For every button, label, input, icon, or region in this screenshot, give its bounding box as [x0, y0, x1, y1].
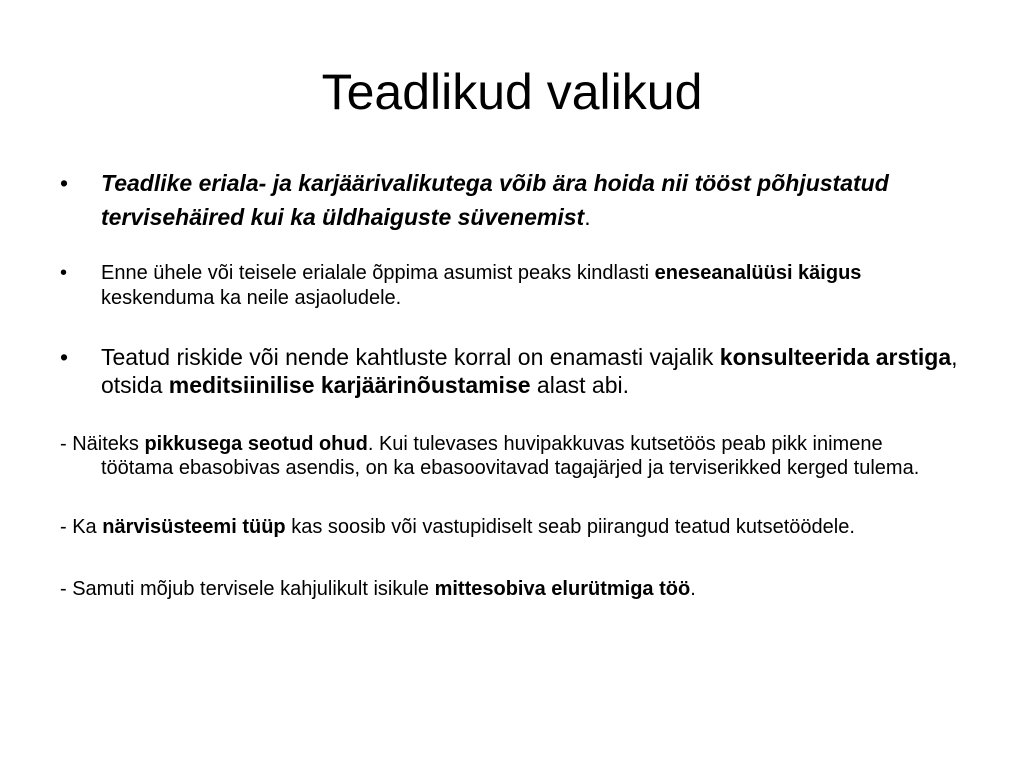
slide-title: Teadlikud valikud — [321, 64, 703, 120]
dash1-pre: - Näiteks — [60, 433, 145, 455]
item3-post: alast abi. — [530, 372, 629, 398]
bullet-icon: • — [60, 344, 69, 370]
dash3-bold: mittesobiva elurütmiga töö — [434, 578, 691, 600]
bullet-item-2 — [60, 261, 960, 311]
item3-bold-2: meditsiinilise karjäärinõustamise — [168, 372, 531, 398]
dash2-post: kas soosib või vastupidiselt seab piirangud teatud kutsetöödele. — [285, 516, 855, 538]
item3-pre: Teatud riskide või nende kahtluste korral on enamasti vajalik — [101, 344, 720, 370]
dash-item-1 — [60, 432, 960, 480]
dash3-pre: - Samuti mõjub tervisele kahjulikult isikule — [60, 578, 435, 600]
bullet-item-1 — [60, 166, 960, 234]
item3-mid: , otsida — [101, 344, 958, 398]
item2-bold: eneseanalüüsi käigus — [654, 262, 862, 284]
item3-bold-1: konsulteerida arstiga — [719, 344, 952, 370]
dash2-bold: närvisüsteemi tüüp — [102, 516, 286, 538]
item2-pre: Enne ühele või teisele erialale õppima asumist peaks kindlasti — [101, 262, 655, 284]
slide-content — [60, 166, 960, 601]
dash1-post: . Kui tulevases huvipakkuvas kutsetöös peab pikk inimene töötama ebasobivas asendis, on ka ebasoovitavad tagajärjed ja terviserikked kerged tulema. — [101, 433, 920, 479]
dash3-post: . — [690, 578, 696, 600]
item1-text: Teadlike eriala- ja karjäärivalikutega võib ära hoida nii tööst põhjustatud tervisehäired kui ka üldhaiguste süvenemist — [101, 170, 889, 230]
dash-item-2 — [60, 515, 960, 539]
bullet-item-3 — [60, 343, 960, 399]
item2-post: keskenduma ka neile asjaoludele. — [101, 287, 402, 309]
bullet-icon: • — [60, 170, 69, 196]
item1-end: . — [584, 204, 591, 230]
dash2-pre: - Ka — [60, 516, 103, 538]
bullet-icon: • — [60, 262, 68, 284]
dash1-bold: pikkusega seotud ohud — [144, 433, 368, 455]
dash-item-3 — [60, 577, 960, 601]
